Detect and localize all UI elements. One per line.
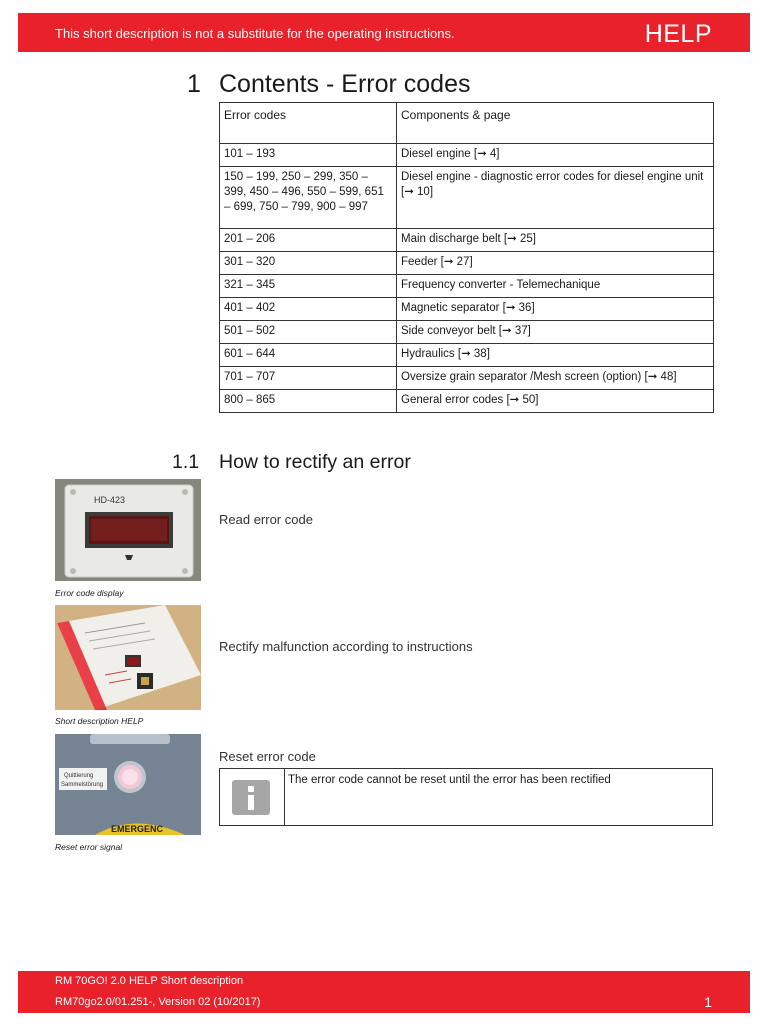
photo-caption: Error code display <box>55 588 124 598</box>
display-model-label: HD-423 <box>94 495 126 505</box>
photo-caption: Short description HELP <box>55 716 144 726</box>
table-row <box>220 344 714 367</box>
component-page: Diesel engine - diagnostic error codes for diesel engine unit [➞ 10] <box>397 167 714 229</box>
table-row <box>220 390 714 413</box>
component-page: Side conveyor belt [➞ 37] <box>397 321 714 344</box>
info-note-box <box>219 768 713 826</box>
step-read-error-code: Read error code <box>219 512 313 527</box>
error-code-range: 800 – 865 <box>220 390 397 413</box>
error-code-display-photo <box>55 479 201 581</box>
table-row <box>220 252 714 275</box>
reset-label-line2: Sammelstörung <box>61 782 104 788</box>
error-code-range: 150 – 199, 250 – 299, 350 – 399, 450 – 496, 550 – 599, 651 – 699, 750 – 799, 900 – 997 <box>220 167 397 229</box>
component-page: General error codes [➞ 50] <box>397 390 714 413</box>
page-number: 1 <box>704 994 712 1010</box>
reset-label-line1: Quittierung <box>64 773 94 779</box>
short-description-photo <box>55 605 201 710</box>
component-page: Magnetic separator [➞ 36] <box>397 298 714 321</box>
component-page: Feeder [➞ 27] <box>397 252 714 275</box>
table-row <box>220 298 714 321</box>
table-row <box>220 321 714 344</box>
subsection-title: How to rectify an error <box>219 451 411 473</box>
emergency-sign-text: EMERGENC <box>111 824 164 834</box>
table-row <box>220 167 714 229</box>
error-code-range: 201 – 206 <box>220 229 397 252</box>
page-title: Contents - Error codes <box>219 70 471 98</box>
component-page: Diesel engine [➞ 4] <box>397 144 714 167</box>
info-icon <box>232 780 270 815</box>
footer-banner <box>18 971 750 1013</box>
table-row <box>220 275 714 298</box>
error-code-range: 701 – 707 <box>220 367 397 390</box>
column-header-components: Components & page <box>397 103 714 144</box>
footer-document-version: RM70go2.0/01.251-, Version 02 (10/2017) <box>55 996 261 1008</box>
reset-error-signal-photo <box>55 734 201 835</box>
table-header-row <box>220 103 714 144</box>
header-help-badge: HELP <box>644 20 712 48</box>
error-code-range: 501 – 502 <box>220 321 397 344</box>
error-code-range: 301 – 320 <box>220 252 397 275</box>
component-page: Hydraulics [➞ 38] <box>397 344 714 367</box>
error-code-range: 401 – 402 <box>220 298 397 321</box>
error-code-range: 601 – 644 <box>220 344 397 367</box>
step-rectify-malfunction: Rectify malfunction according to instructions <box>219 639 473 654</box>
component-page: Main discharge belt [➞ 25] <box>397 229 714 252</box>
table-row <box>220 144 714 167</box>
note-icon-cell <box>220 769 285 825</box>
component-page: Frequency converter - Telemechanique <box>397 275 714 298</box>
table-row <box>220 367 714 390</box>
step-reset-error-code: Reset error code <box>219 749 316 764</box>
footer-document-title: RM 70GO! 2.0 HELP Short description <box>55 975 244 987</box>
error-code-range: 101 – 193 <box>220 144 397 167</box>
photo-caption: Reset error signal <box>55 842 123 852</box>
component-page: Oversize grain separator /Mesh screen (option) [➞ 48] <box>397 367 714 390</box>
header-disclaimer: This short description is not a substitute for the operating instructions. <box>55 26 455 41</box>
note-text: The error code cannot be reset until the error has been rectified <box>288 774 611 786</box>
header-banner <box>18 13 750 52</box>
error-codes-table <box>219 102 714 413</box>
error-code-range: 321 – 345 <box>220 275 397 298</box>
subsection-number: 1.1 <box>172 451 200 473</box>
section-number: 1 <box>187 70 201 98</box>
column-header-error-codes: Error codes <box>220 103 397 144</box>
table-row <box>220 229 714 252</box>
